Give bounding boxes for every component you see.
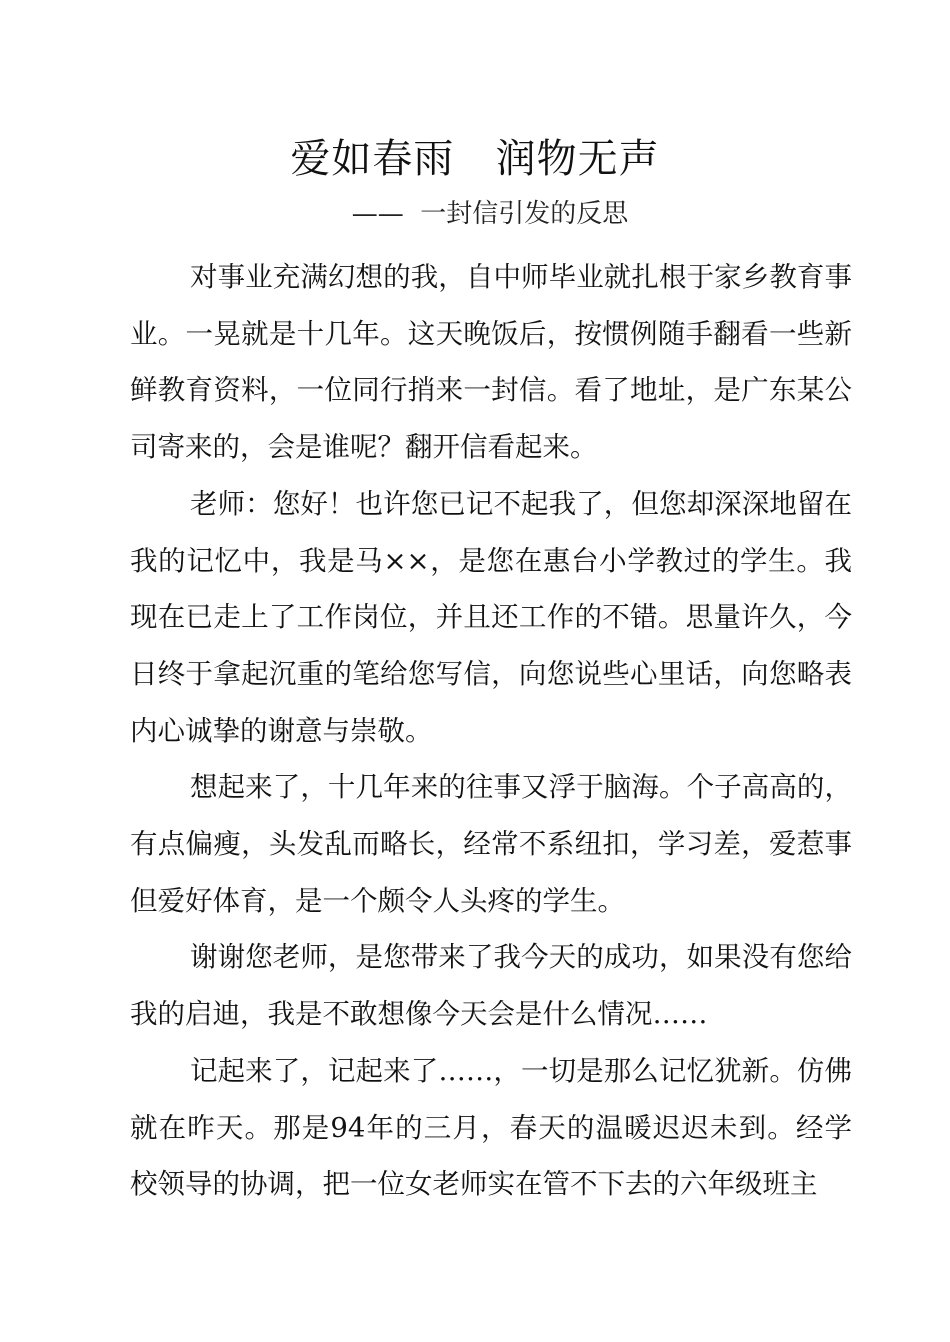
document-title: 爱如春雨 润物无声 (290, 136, 660, 182)
paragraph: 想起来了，十几年来的往事又浮于脑海。个子高高的，有点偏瘦，头发乱而略长，经常不系纽扣，学习差，爱惹事但爱好体育，是一个颇令人头疼的学生。 (130, 771, 852, 917)
document-body (130, 249, 852, 1213)
paragraph: 老师：您好！也许您已记不起我了，但您却深深地留在我的记忆中，我是马××，是您在惠台小学教过的学生。我现在已走上了工作岗位，并且还工作的不错。思量许久，今日终于拿起沉重的笔给您写信，向您说些心里话，向您略表内心诚挚的谢意与崇敬。 (130, 487, 852, 747)
paragraph: 记起来了，记起来了……，一切是那么记忆犹新。仿佛就在昨天。那是94年的三月，春天的温暖迟迟未到。经学校领导的协调，把一位女老师实在管不下去的六年级班主 (130, 1054, 852, 1201)
paragraph: 谢谢您老师，是您带来了我今天的成功，如果没有您给我的启迪，我是不敢想像今天会是什么情况…… (130, 941, 852, 1031)
paragraph: 对事业充满幻想的我，自中师毕业就扎根于家乡教育事业。一晃就是十几年。这天晚饭后，按惯例随手翻看一些新鲜教育资料，一位同行捎来一封信。看了地址，是广东某公司寄来的，会是谁呢？翻开信看起来。 (130, 261, 852, 464)
document-subtitle: —— 一封信引发的反思 (351, 199, 629, 229)
